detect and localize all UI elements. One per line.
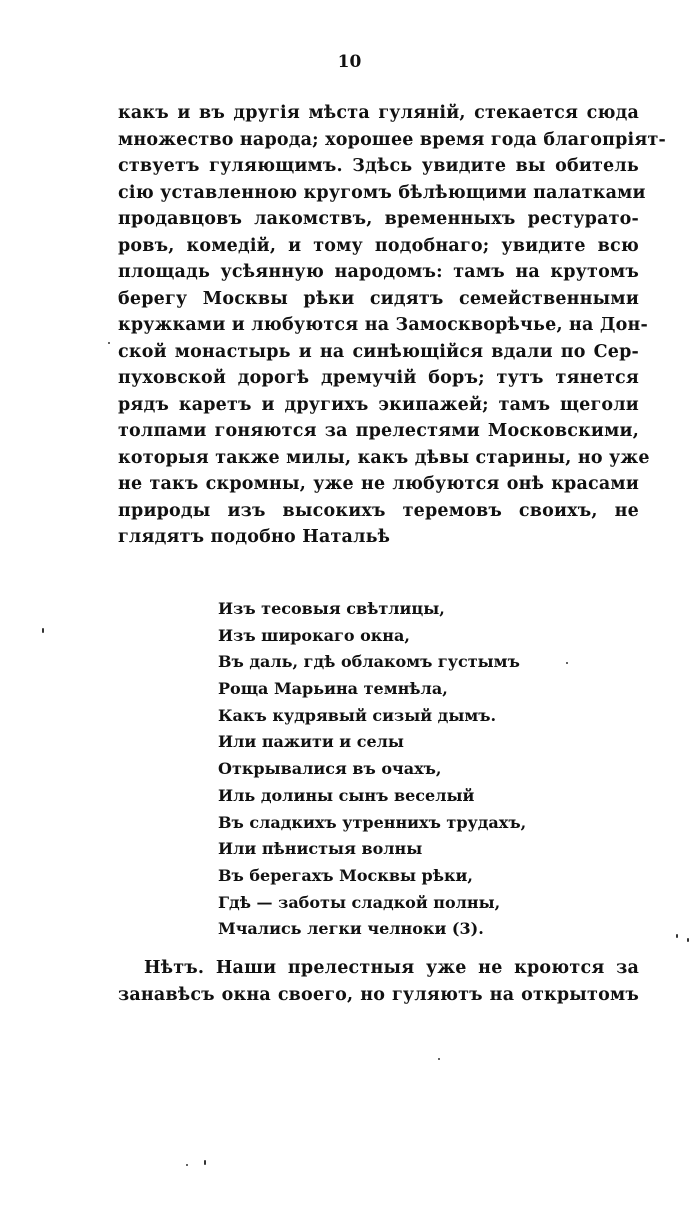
text-line: ствуетъ гуляющимъ. Здѣсь увидите вы обитель (118, 156, 639, 176)
text-line: ровъ, комедій, и тому подобнаго; увидите всю (118, 235, 639, 256)
verse-line: Въ сладкихъ утреннихъ трудахъ, (218, 812, 527, 832)
verse-line: Иль долины сынъ веселый (218, 785, 475, 805)
scan-speck (687, 938, 689, 942)
verse-line: Или пажити и селы (218, 732, 404, 752)
text-line: продавцовъ лакомствъ, временныхъ рестурато- (118, 209, 639, 229)
scan-speck (108, 342, 110, 344)
text-line: глядятъ подобно Натальѣ (118, 527, 391, 547)
text-line: берегу Москвы рѣки сидятъ семейственными (118, 288, 639, 309)
text-line: занавѣсъ окна своего, но гуляютъ на открытомъ (118, 984, 639, 1005)
text-line: рядъ каретъ и другихъ экипажей; тамъ щеголи (118, 394, 639, 415)
verse-quote (218, 596, 578, 943)
scan-speck (438, 1058, 440, 1060)
scan-speck (186, 1164, 188, 1166)
verse-line: Роща Марьина темнѣла, (218, 679, 448, 699)
page-number: 10 (337, 52, 362, 72)
verse-line: Гдѣ — заботы сладкой полны, (218, 892, 501, 912)
paragraph-top (118, 100, 667, 551)
text-line: кружками и любуются на Замоскворѣчье, на Дон- (118, 315, 648, 335)
text-line: пуховской дорогѣ дремучій боръ; тутъ тянется (118, 368, 639, 388)
verse-line: Мчались легки челноки (3). (218, 919, 484, 939)
paragraph-bottom (118, 955, 639, 1008)
scan-speck (204, 1160, 206, 1165)
text-line: множество народа; хорошее время года благопріят- (118, 129, 667, 150)
scan-speck (676, 934, 678, 938)
text-line: толпами гоняются за прелестями Московскими, (118, 421, 639, 441)
scan-speck (566, 662, 568, 664)
verse-line: Или пѣнистыя волны (218, 839, 423, 859)
text-line: Нѣтъ. Наши прелестныя уже не кроются за (144, 958, 639, 978)
text-line: сію уставленною кругомъ бѣлѣющими палатками (118, 182, 646, 203)
verse-line: Изъ тесовыя свѣтлицы, (218, 599, 445, 618)
verse-line: Изъ широкаго окна, (218, 625, 410, 645)
text-line: которыя также милы, какъ дѣвы старины, но уже (118, 447, 650, 468)
verse-line: Въ берегахъ Москвы рѣки, (218, 865, 473, 885)
verse-line: Въ даль, гдѣ облакомъ густымъ (218, 652, 520, 672)
verse-line: Открывалися въ очахъ, (218, 759, 442, 779)
text-line: какъ и въ другія мѣста гуляній, стекается сюда (118, 103, 639, 123)
text-line: природы изъ высокихъ теремовъ своихъ, не (118, 500, 639, 521)
scan-speck (42, 628, 44, 633)
verse-line: Какъ кудрявый сизый дымъ. (218, 705, 497, 725)
text-line: ской монастырь и на синѣющійся вдали по Сер- (118, 341, 639, 362)
text-line: площадь усѣянную народомъ: тамъ на крутомъ (118, 262, 639, 282)
text-line: не такъ скромны, уже не любуются онѣ красами (118, 474, 639, 494)
